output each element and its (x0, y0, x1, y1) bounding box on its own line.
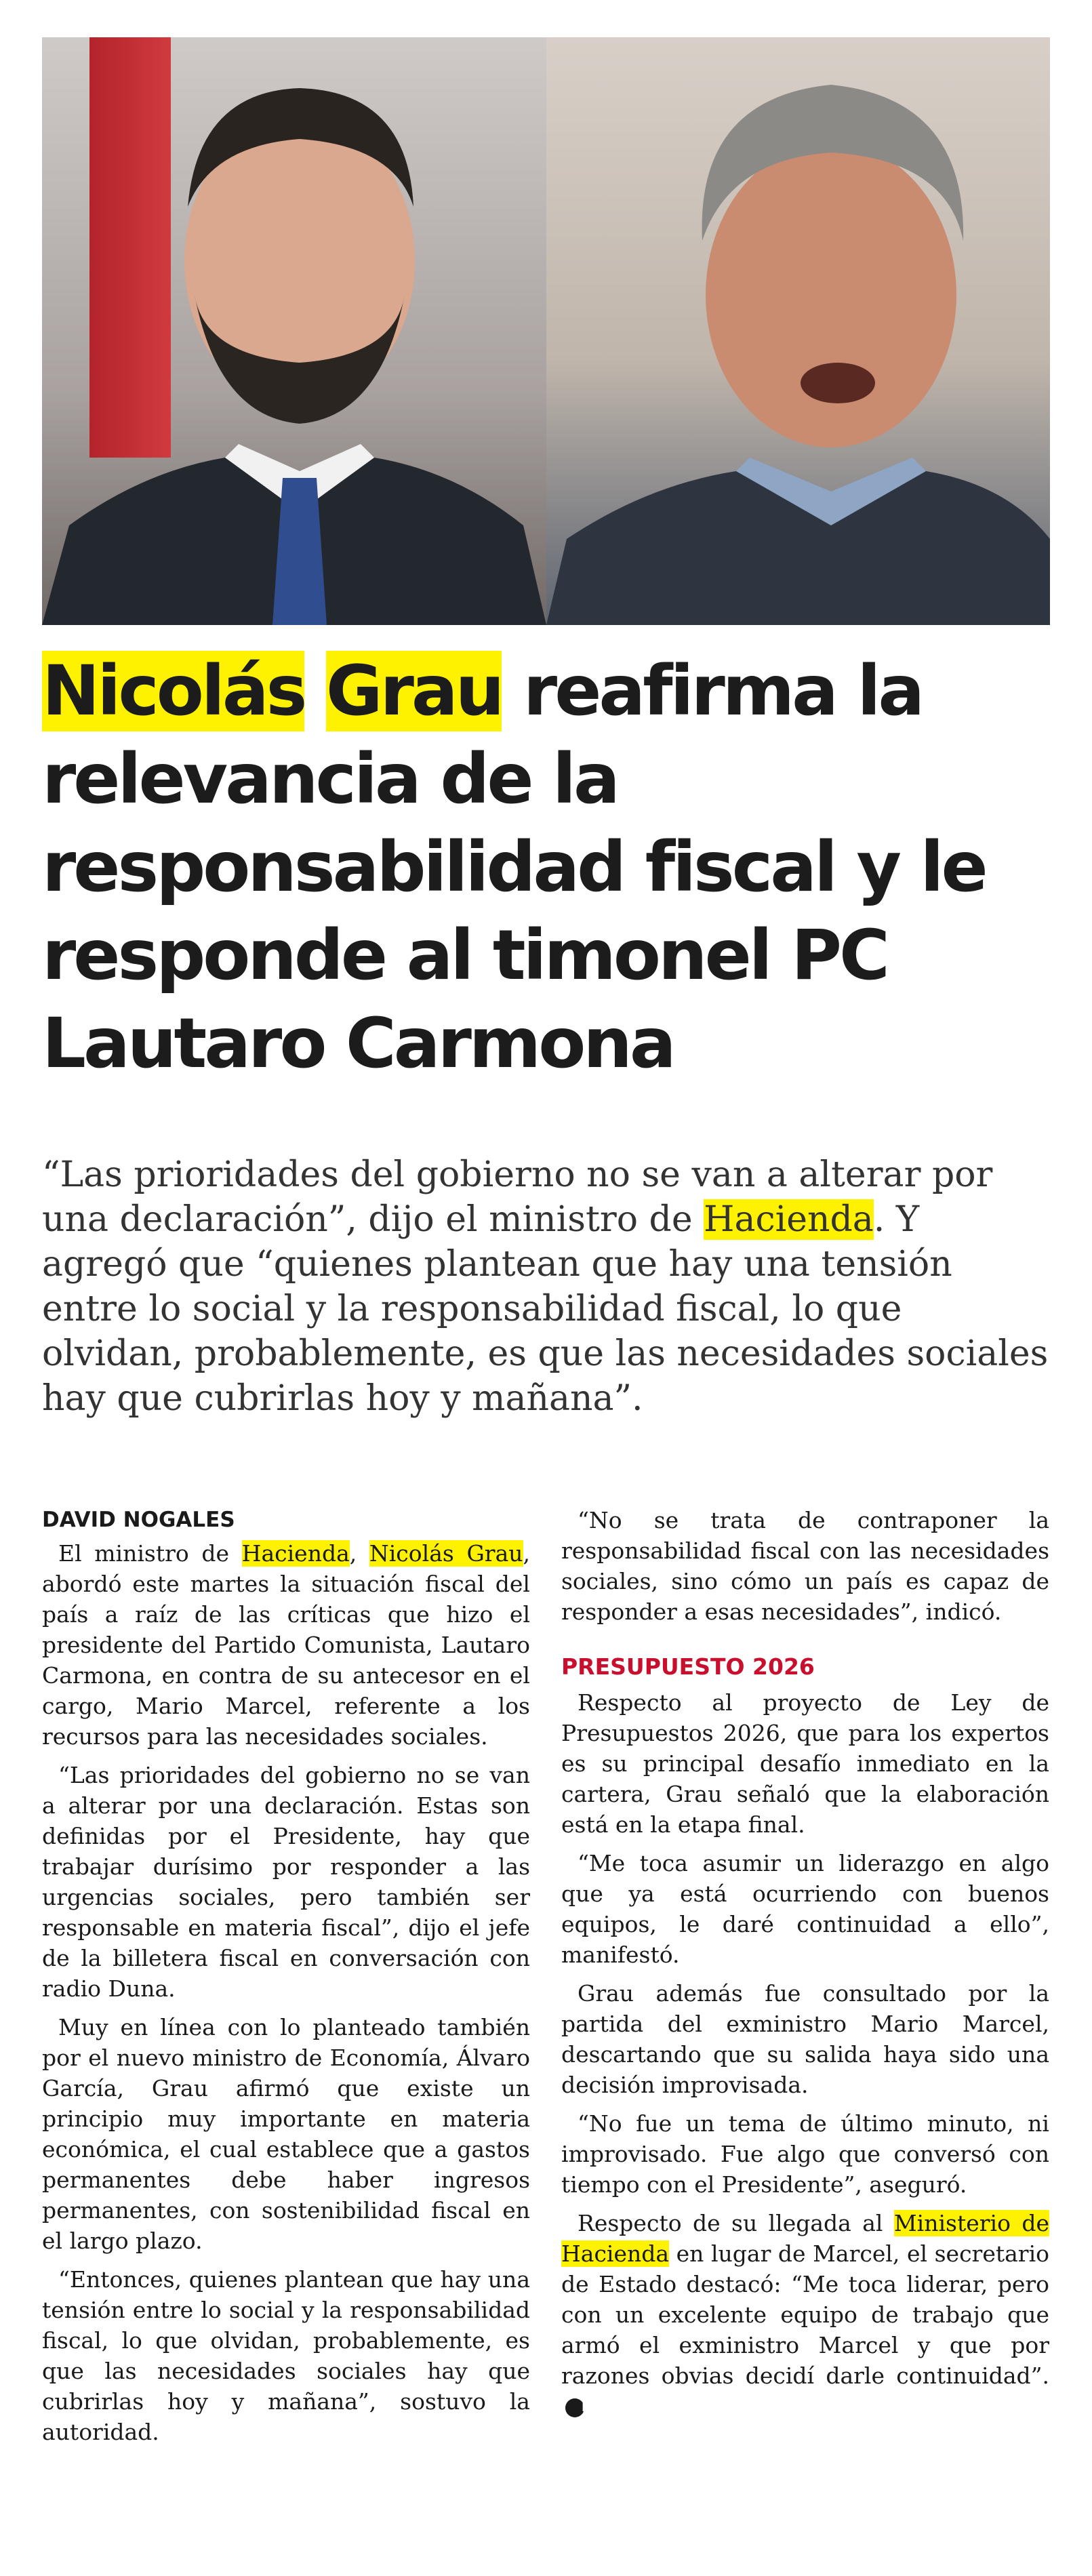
paragraph-4: “Entonces, quienes plantean que hay una tensión entre lo social y la responsabilidad fiscal, lo que olvidan, probablemente, es que las necesidades sociales hay que cubrirlas hoy y mañana”, sostuvo la autoridad. (42, 2266, 530, 2445)
paragraph-6: Respecto al proyecto de Ley de Presupuestos 2026, que para los expertos es su principal desafío inmediato en la cartera, Grau señaló que la elaboración está en la etapa final. (561, 1689, 1049, 1838)
paragraph-8: Grau además fue consultado por la partida del exministro Mario Marcel, descartando que su salida haya sido una decisión improvisada. (561, 1980, 1049, 2098)
section-subhead: PRESUPUESTO 2026 (561, 1653, 815, 1680)
article-column-right (561, 1505, 1049, 2430)
p1-text-c: , abordó este martes la situación fiscal del país a raíz de las críticas que hizo el presidente del Partido Comunista, Lautaro Carmona, en contra de su antecesor en el cargo, Mario Marcel, referente a los recursos para las necesidades sociales. (42, 1540, 531, 1750)
paragraph-5: “No se trata de contraponer la responsabilidad fiscal con las necesidades sociales, sino cómo un país es capaz de responder a esas necesidades”, indicó. (561, 1507, 1049, 1625)
article-column-left (42, 1505, 530, 2455)
article-end-mark-icon: P (565, 2398, 584, 2417)
lead-paragraph (42, 1152, 1052, 1421)
p1-highlight-hacienda: Hacienda (241, 1540, 350, 1567)
lead-part-1: “Las prioridades del gobierno no se van a alterar por una declaración”, dijo el ministro de (42, 1154, 993, 1240)
paragraph-1 (42, 1538, 530, 1752)
p10-text-b: en lugar de Marcel, el secretario de Estado destacó: “Me toca liderar, pero con un excelente equipo de trabajo que armó el exministro Marcel y que por razones obvias decidí darle continuidad”. (561, 2240, 1049, 2389)
lead-part-2: . Y agregó que “quienes plantean que hay una tensión entre lo social y la responsabilidad fiscal, lo que olvidan, probablemente, es que las necesidades sociales hay que cubrirlas hoy y mañana”. (42, 1199, 1049, 1419)
paragraph-3: Muy en línea con lo planteado también por el nuevo ministro de Economía, Álvaro García, Grau afirmó que existe un principio muy importante en materia económica, el cual establece que a gastos permanentes debe haber ingresos permanentes, con sostenibilidad fiscal en el largo plazo. (42, 2014, 530, 2254)
lead-highlight: Hacienda (704, 1199, 874, 1240)
headline-space (304, 651, 326, 731)
p10-highlight-ministry: Ministerio de Hacienda (561, 2210, 1049, 2267)
headline-highlight-last-name: Grau (325, 651, 502, 731)
paragraph-9: “No fue un tema de último minuto, ni improvisado. Fue algo que conversó con tiempo con el Presidente”, aseguró. (561, 2110, 1049, 2198)
header-photos (42, 37, 1050, 625)
p1-highlight-name: Nicolás Grau (369, 1540, 523, 1567)
p1-text-a: El ministro de (58, 1540, 242, 1567)
photo-lautaro-carmona (546, 37, 1050, 625)
paragraph-10 (561, 2208, 1049, 2421)
headline-rest: reafirma la relevancia de la responsabilidad fiscal y le responde al timonel PC Lautaro Carmona (42, 651, 986, 1084)
p10-text-a: Respecto de su llegada al (578, 2210, 894, 2236)
p1-text-b: , (349, 1540, 369, 1567)
byline: DAVID NOGALES (42, 1508, 235, 1532)
portrait-grau-icon (42, 37, 546, 625)
portrait-carmona-icon (546, 37, 1050, 625)
paragraph-7: “Me toca asumir un liderazgo en algo que ya está ocurriendo con buenos equipos, le daré continuidad a ello”, manifestó. (561, 1850, 1049, 1968)
headline-highlight-first-name: Nicolás (42, 651, 305, 731)
photo-nicolas-grau (42, 37, 546, 625)
paragraph-2: “Las prioridades del gobierno no se van a alterar por una declaración. Estas son definidas por el Presidente, hay que trabajar durísimo por responder a las urgencias sociales, pero también ser responsable en materia fiscal”, dijo el jefe de la billetera fiscal en conversación con radio Duna. (42, 1762, 530, 2002)
headline (42, 647, 1059, 1088)
